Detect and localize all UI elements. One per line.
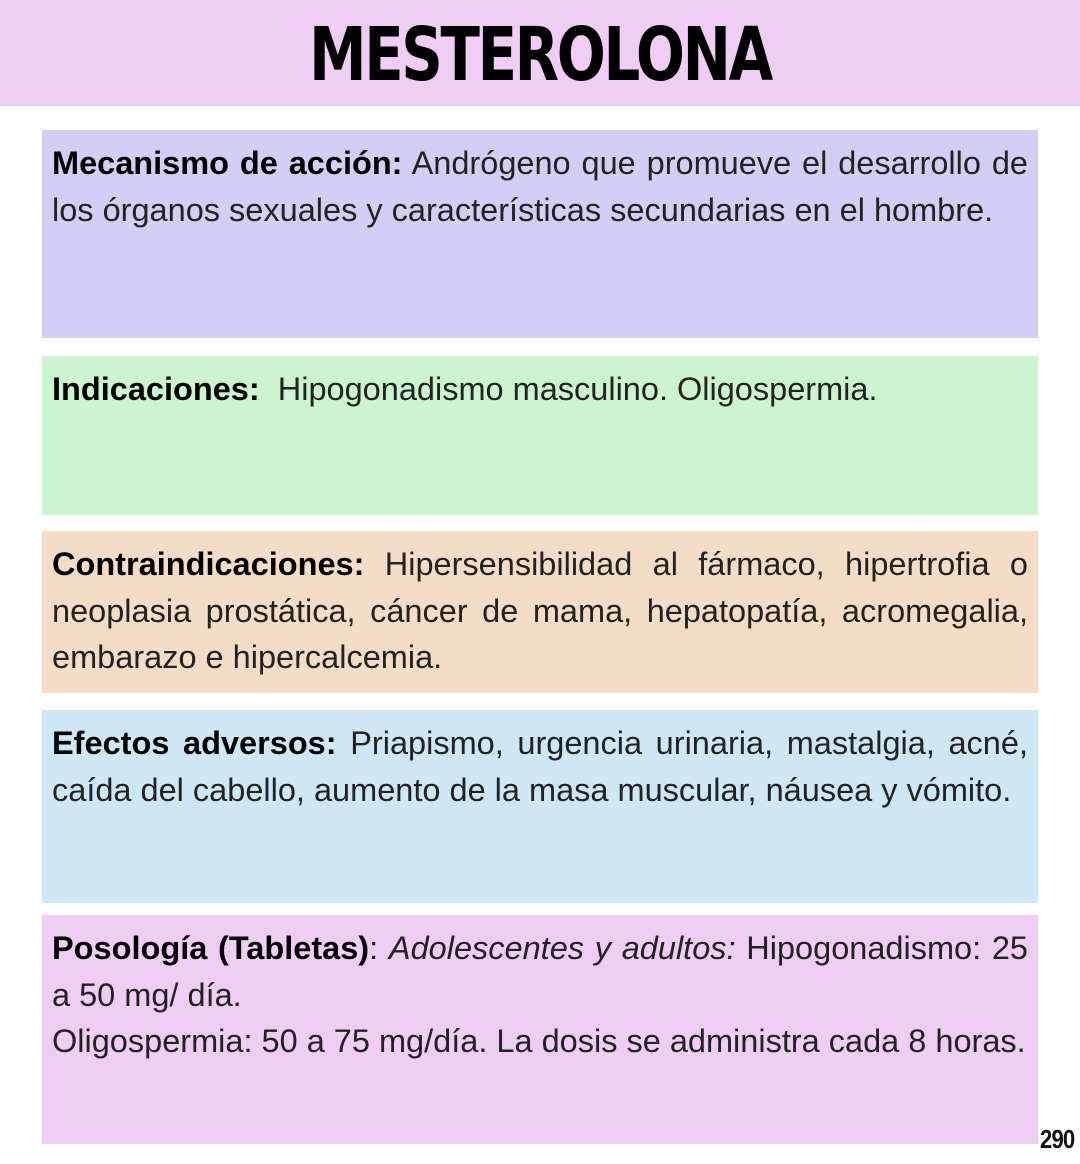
section-label: Contraindicaciones: (52, 546, 365, 582)
section-efectos-adversos (42, 710, 1038, 903)
section-text: Andrógeno que promueve el desarrollo de los órganos sexuales y características secundarias en el hombre. (52, 145, 1028, 228)
section-indicaciones (42, 356, 1038, 515)
section-label: Mecanismo de acción: (52, 145, 403, 181)
section-text-line2: Oligospermia: 50 a 75 mg/día. La dosis se administra cada 8 horas. (52, 1023, 1026, 1059)
section-label: Posología (Tabletas) (52, 930, 370, 966)
section-label: Indicaciones: (52, 371, 260, 407)
population-label: Adolescentes y adultos: (388, 930, 736, 966)
title-banner (0, 0, 1080, 106)
section-text: Hipogonadismo masculino. Oligospermia. (259, 371, 878, 407)
section-posologia (42, 915, 1038, 1144)
section-text: Hipogonadismo: 25 a 50 mg/ día. (52, 930, 1029, 1013)
section-text: Priapismo, urgencia urinaria, mastalgia, acné, caída del cabello, aumento de la masa muscular, náusea y vómito. (52, 725, 1028, 808)
section-text: Hipersensibilidad al fármaco, hipertrofia o neoplasia prostática, cáncer de mama, hepatopatía, acromegalia, embarazo e hipercalcemia. (52, 546, 1028, 675)
page-number: 290 (1040, 1124, 1075, 1154)
section-mecanismo-de-accion (42, 130, 1038, 338)
label-separator: : (369, 930, 389, 966)
section-label: Efectos adversos: (52, 725, 337, 761)
page-title: MESTEROLONA (309, 12, 771, 98)
section-contraindicaciones (42, 531, 1038, 693)
